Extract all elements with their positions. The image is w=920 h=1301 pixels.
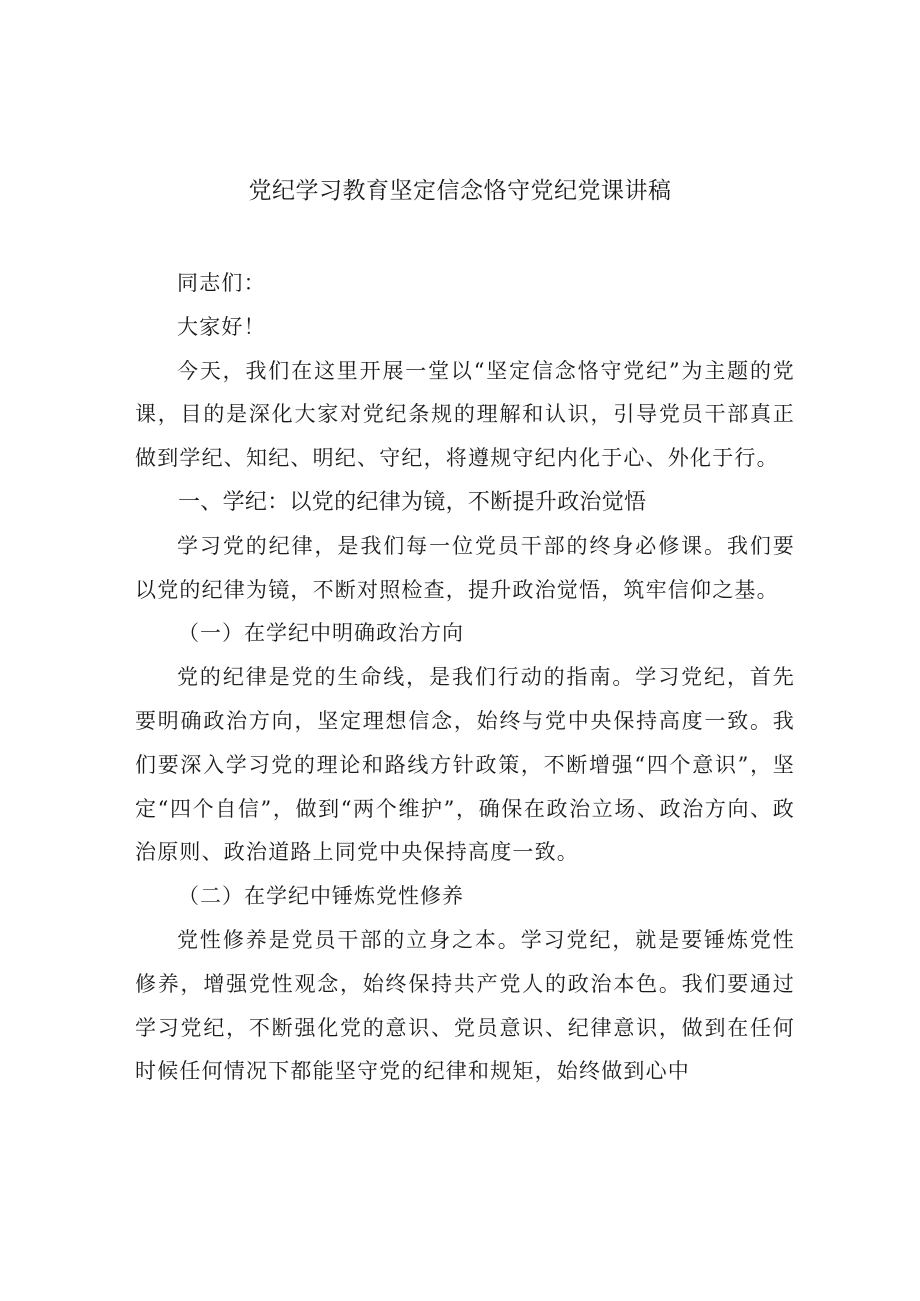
subsection-1-paragraph: 党的纪律是党的生命线，是我们行动的指南。学习党纪，首先要明确政治方向，坚定理想信念，始终与党中央保持高度一致。我们要深入学习党的理论和路线方针政策，不断增强“四个意识”，坚定“四个自信”，做到“两个维护”，确保在政治立场、政治方向、政治原则、政治道路上同党中央保持高度一致。: [135, 665, 795, 865]
greeting: 同志们：: [177, 271, 266, 295]
subsection-1-heading: （一）在学纪中明确政治方向: [178, 621, 464, 646]
hello: 大家好！: [177, 314, 266, 339]
document-body: [135, 262, 795, 1094]
subsection-2-heading: （二）在学纪中锤炼党性修养: [178, 884, 464, 909]
section-1-heading: 一、学纪：以党的纪律为镜，不断提升政治觉悟: [178, 489, 647, 515]
subsection-2-paragraph: 党性修养是党员干部的立身之本。学习党纪，就是要锤炼党性修养，增强党性观念，始终保持共产党人的政治本色。我们要通过学习党纪，不断强化党的意识、党员意识、纪律意识，做到在任何时候任何情况下都能坚守党的纪律和规矩，始终做到心中: [135, 927, 795, 1084]
intro-paragraph: 今天，我们在这里开展一堂以“坚定信念恪守党纪”为主题的党课，目的是深化大家对党纪条规的理解和认识，引导党员干部真正做到学纪、知纪、明纪、守纪，将遵规守纪内化于心、外化于行。: [135, 358, 795, 471]
section-1-paragraph: 学习党的纪律，是我们每一位党员干部的终身必修课。我们要以党的纪律为镜，不断对照检查，提升政治觉悟，筑牢信仰之基。: [135, 533, 795, 602]
document-title: 党纪学习教育坚定信念恪守党纪党课讲稿: [248, 178, 672, 204]
